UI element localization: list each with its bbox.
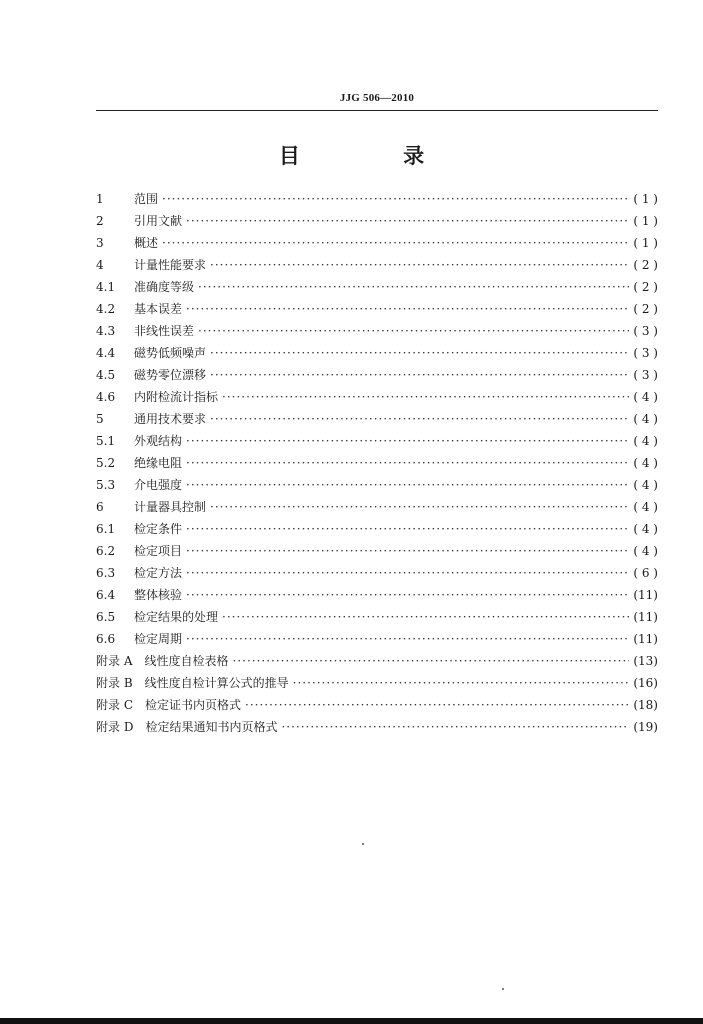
- toc-entry[interactable]: [96, 694, 658, 716]
- toc-entry-number: 附录 B: [96, 676, 133, 690]
- toc-entry-page: ( 4 ): [633, 412, 658, 426]
- toc-entry-page: ( 3 ): [633, 368, 658, 382]
- toc-dot-leader: [281, 716, 629, 738]
- toc-entry-label: 内附检流计指标: [134, 390, 219, 404]
- toc-entry-label: 准确度等级: [134, 280, 195, 294]
- toc-dot-leader: [186, 474, 629, 496]
- toc-entry-label: 线性度自检计算公式的推导: [144, 676, 289, 690]
- toc-entry-page: ( 4 ): [633, 456, 658, 470]
- toc-entry-page: ( 1 ): [633, 214, 658, 228]
- toc-dot-leader: [186, 298, 629, 320]
- toc-entry[interactable]: [96, 474, 658, 496]
- toc-entry-label: 检定周期: [134, 632, 183, 646]
- toc-entry-page: ( 1 ): [633, 192, 658, 206]
- toc-entry[interactable]: [96, 408, 658, 430]
- toc-entry[interactable]: [96, 298, 658, 320]
- scan-speck: [502, 988, 504, 990]
- toc-entry-number: 6.5: [96, 610, 116, 624]
- toc-entry-number: 5.3: [96, 478, 116, 492]
- toc-entry-number: 4.2: [96, 302, 116, 316]
- toc-entry[interactable]: [96, 276, 658, 298]
- toc-entry-page: ( 2 ): [633, 280, 658, 294]
- toc-entry-label: 检定结果的处理: [134, 610, 219, 624]
- toc-entry-label: 基本误差: [134, 302, 183, 316]
- toc-entry[interactable]: [96, 540, 658, 562]
- toc-entry-page: ( 3 ): [633, 324, 658, 338]
- toc-entry-label: 非线性误差: [134, 324, 195, 338]
- toc-entry-label: 检定条件: [134, 522, 183, 536]
- toc-dot-leader: [186, 628, 629, 650]
- toc-entry[interactable]: [96, 386, 658, 408]
- toc-dot-leader: [222, 386, 629, 408]
- toc-entry-number: 4.6: [96, 390, 116, 404]
- toc-entry-page: ( 2 ): [633, 258, 658, 272]
- toc-entry-page: (19): [633, 720, 658, 734]
- table-of-contents: [96, 188, 658, 738]
- toc-entry[interactable]: [96, 320, 658, 342]
- toc-entry-number: 5.2: [96, 456, 116, 470]
- toc-entry-number: 4.4: [96, 346, 116, 360]
- toc-entry-label: 检定方法: [134, 566, 183, 580]
- document-code-header: JJG 506—2010: [339, 92, 415, 104]
- toc-entry-number: 6.1: [96, 522, 116, 536]
- toc-entry[interactable]: [96, 650, 658, 672]
- toc-entry[interactable]: [96, 452, 658, 474]
- toc-entry-label: 范围: [134, 192, 159, 206]
- header-rule: [96, 110, 658, 111]
- toc-dot-leader: [186, 210, 629, 232]
- toc-entry-label: 概述: [134, 236, 159, 250]
- toc-entry-number: 附录 C: [96, 698, 133, 712]
- toc-entry[interactable]: [96, 254, 658, 276]
- toc-entry-page: ( 4 ): [633, 500, 658, 514]
- toc-entry-number: 1: [96, 192, 104, 206]
- toc-entry[interactable]: [96, 232, 658, 254]
- toc-entry-number: 6.6: [96, 632, 116, 646]
- toc-entry[interactable]: [96, 716, 658, 738]
- toc-entry[interactable]: [96, 628, 658, 650]
- toc-entry-number: 4.1: [96, 280, 116, 294]
- toc-entry[interactable]: [96, 364, 658, 386]
- toc-entry[interactable]: [96, 672, 658, 694]
- toc-entry-number: 6.3: [96, 566, 116, 580]
- toc-entry[interactable]: [96, 518, 658, 540]
- toc-entry-label: 计量器具控制: [134, 500, 207, 514]
- toc-entry-page: ( 4 ): [633, 390, 658, 404]
- toc-entry-page: ( 2 ): [633, 302, 658, 316]
- toc-dot-leader: [222, 606, 629, 628]
- toc-entry-page: ( 4 ): [633, 434, 658, 448]
- toc-entry-page: ( 4 ): [633, 544, 658, 558]
- toc-entry-number: 附录 D: [96, 720, 134, 734]
- toc-entry-page: ( 4 ): [633, 478, 658, 492]
- scan-edge-bar: [0, 1018, 703, 1024]
- toc-dot-leader: [245, 694, 629, 716]
- toc-entry-page: (16): [633, 676, 658, 690]
- toc-entry-page: (11): [633, 632, 658, 646]
- toc-entry-page: (13): [633, 654, 658, 668]
- toc-dot-leader: [186, 540, 629, 562]
- toc-entry[interactable]: [96, 606, 658, 628]
- page-title: 目 录: [278, 144, 473, 168]
- toc-entry-label: 通用技术要求: [134, 412, 207, 426]
- toc-entry-number: 附录 A: [96, 654, 133, 668]
- toc-dot-leader: [210, 342, 629, 364]
- toc-entry-number: 4.3: [96, 324, 116, 338]
- toc-dot-leader: [198, 320, 629, 342]
- toc-dot-leader: [186, 430, 629, 452]
- toc-entry[interactable]: [96, 188, 658, 210]
- toc-entry-label: 检定结果通知书内页格式: [145, 720, 278, 734]
- toc-entry-label: 引用文献: [134, 214, 183, 228]
- toc-dot-leader: [198, 276, 629, 298]
- toc-entry-page: ( 1 ): [633, 236, 658, 250]
- toc-entry-number: 5: [96, 412, 104, 426]
- toc-entry[interactable]: [96, 430, 658, 452]
- toc-entry[interactable]: [96, 496, 658, 518]
- toc-entry-number: 4.5: [96, 368, 116, 382]
- toc-entry-label: 检定证书内页格式: [145, 698, 242, 712]
- toc-dot-leader: [186, 452, 629, 474]
- toc-dot-leader: [162, 188, 629, 210]
- toc-dot-leader: [210, 496, 629, 518]
- toc-dot-leader: [210, 254, 629, 276]
- toc-dot-leader: [233, 650, 630, 672]
- toc-entry-number: 6: [96, 500, 104, 514]
- toc-entry-page: (11): [633, 610, 658, 624]
- toc-entry-label: 绝缘电阻: [134, 456, 183, 470]
- toc-entry-label: 整体核验: [134, 588, 183, 602]
- toc-dot-leader: [162, 232, 629, 254]
- toc-dot-leader: [210, 408, 629, 430]
- toc-dot-leader: [186, 584, 629, 606]
- toc-entry[interactable]: [96, 210, 658, 232]
- toc-entry-label: 介电强度: [134, 478, 183, 492]
- toc-dot-leader: [210, 364, 629, 386]
- toc-entry-label: 磁势零位漂移: [134, 368, 207, 382]
- toc-entry-number: 5.1: [96, 434, 116, 448]
- toc-entry-page: ( 6 ): [633, 566, 658, 580]
- toc-entry-number: 3: [96, 236, 104, 250]
- toc-entry-page: (18): [633, 698, 658, 712]
- toc-entry-label: 线性度自检表格: [144, 654, 229, 668]
- toc-entry-page: (11): [633, 588, 658, 602]
- toc-entry-page: ( 3 ): [633, 346, 658, 360]
- toc-entry-label: 磁势低频噪声: [134, 346, 207, 360]
- toc-entry-label: 外观结构: [134, 434, 183, 448]
- scan-speck: [362, 843, 364, 845]
- toc-entry-number: 6.4: [96, 588, 116, 602]
- toc-entry[interactable]: [96, 562, 658, 584]
- toc-entry[interactable]: [96, 342, 658, 364]
- toc-entry-number: 2: [96, 214, 104, 228]
- toc-dot-leader: [186, 562, 629, 584]
- toc-entry-label: 检定项目: [134, 544, 183, 558]
- toc-entry[interactable]: [96, 584, 658, 606]
- toc-entry-label: 计量性能要求: [134, 258, 207, 272]
- toc-dot-leader: [186, 518, 629, 540]
- toc-entry-number: 4: [96, 258, 104, 272]
- toc-entry-page: ( 4 ): [633, 522, 658, 536]
- toc-dot-leader: [293, 672, 630, 694]
- toc-entry-number: 6.2: [96, 544, 116, 558]
